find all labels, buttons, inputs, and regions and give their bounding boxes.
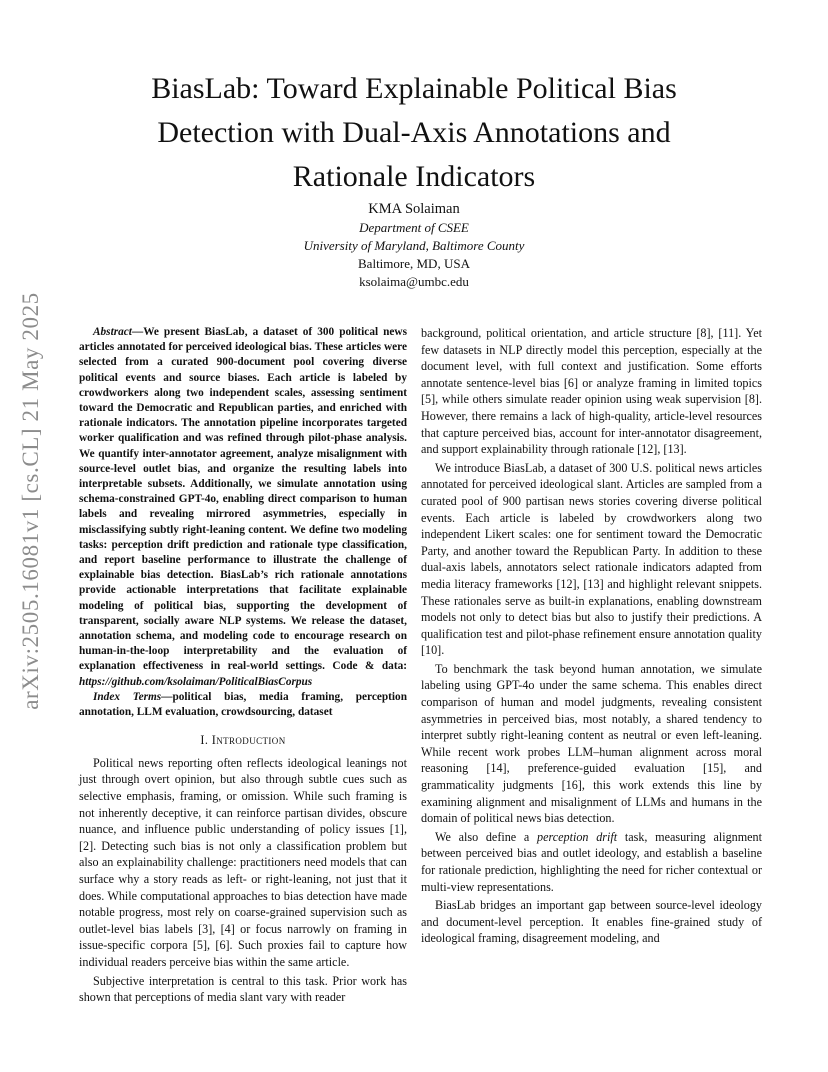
- author-university: University of Maryland, Baltimore County: [303, 238, 525, 253]
- emphasis-perception-drift: perception drift: [537, 829, 618, 844]
- index-terms: [79, 690, 407, 720]
- paragraph: BiasLab bridges an important gap between source-level ideology and document-level perception. It enables fine-grained study of ideological framing, disagreement modeling, and: [421, 898, 762, 946]
- author-block: [0, 200, 828, 291]
- arxiv-sidebar: [14, 292, 48, 710]
- author-location: Baltimore, MD, USA: [358, 256, 470, 271]
- right-column: [421, 325, 762, 949]
- code-label: Code & data:: [332, 660, 407, 673]
- text-span: We also define a: [435, 829, 538, 844]
- paragraph: Political news reporting often reflects ideological leanings not just through overt opinion, but also through subtle cues such as selective emphasis, framing, or omission. While such framing is not inherently deceptive, it can reinforce partisan divides, obscure nuance, and influence public understanding of policy issues [1], [2]. Detecting such bias is not only a classification problem but also an explainability challenge: practitioners need models that can surface why a story reads as left- or right-leaning, not just that it does. While computational approaches to bias detection have made notable progress, most rely on coarse-grained supervision such as outlet-level bias labels [3], [4] or focus narrowly on framing in issue-specific corpora [5], [6]. Such proxies fail to capture how individual readers perceive bias within the same article.: [79, 755, 407, 969]
- author-name: KMA Solaiman: [368, 201, 460, 217]
- index-terms-text: —political bias, media framing, perception annotation, LLM evaluation, crowdsourcing, dataset: [79, 690, 407, 719]
- arxiv-identifier: arXiv:2505.16081v1 [cs.CL] 21 May 2025: [18, 292, 43, 710]
- author-department: Department of CSEE: [359, 220, 469, 235]
- author-email: ksolaima@umbc.edu: [359, 274, 469, 289]
- paragraph-continuation: background, political orientation, and article structure [8], [11]. Yet few datasets in NLP directly model this perception, especially at the document level, with full context and justification. Some efforts annotate sentence-level bias [6] or analyze framing in limited topics [5], while others simulate reader opinion using weak supervision [8]. However, there remains a lack of high-quality, article-level resources that capture perceived bias, account for inter-annotator disagreement, and support explainability through rationale [12], [13].: [421, 326, 762, 457]
- paragraph: We introduce BiasLab, a dataset of 300 U.S. political news articles annotated for perceived ideological slant. Articles are sampled from a curated pool of 900 partisan news stories covering diverse political events. Each article is labeled by crowdworkers along two independent Likert scales: one for sentiment toward the Democratic Party, and another toward the Republican Party. In addition to these dual-axis labels, annotators select rationale indicators adapted from media literacy frameworks [12], [13] and highlight relevant snippets. These rationales serve as built-in explanations, enabling downstream models not only to detect bias but also to justify their predictions. A qualification test and pilot-phase refinement ensure annotation quality [10].: [421, 460, 762, 658]
- paper-title: [0, 67, 828, 199]
- abstract: [79, 325, 407, 690]
- paragraph: To benchmark the task beyond human annotation, we simulate labeling using GPT-4o under the same schema. This enables direct comparison of human and model judgments, revealing consistent asymmetries in perceived bias, most notably, a shared tendency to interpret subtly right-leaning content as neutral or even left-leaning. While recent work probes LLM–human alignment across moral reasoning [14], preference-guided evaluation [15], and grammaticality judgments [16], this work extends this line by examining alignment and misalignment of LLMs and humans in the domain of political news bias detection.: [421, 661, 762, 826]
- paragraph: [421, 829, 762, 895]
- abstract-label: Abstract: [93, 326, 132, 338]
- abstract-text: —We present BiasLab, a dataset of 300 political news articles annotated for perceived ideological bias. These articles were selected from a curated 900-document pool covering diverse political events and source biases. Each article is labeled by crowdworkers along two independent scales, assessing sentiment toward the Democratic and Republican parties, and enriched with rationale indicators. The annotation pipeline incorporates targeted worker qualification and was refined through pilot-phase analysis. We quantify inter-annotator agreement, analyze misalignment with source-level outlet bias, and organize the resulting labels into interpretable subsets. Additionally, we simulate annotation using schema-constrained GPT-4o, enabling direct comparison to human labels and revealing mirrored asymmetries, especially in misclassifying subtly right-leaning content. We define two modeling tasks: perception drift prediction and rationale type classification, and report baseline performance to illustrate the challenge of explainable bias detection. BiasLab’s rich rationale annotations provide actionable interpretations that facilitate explainable modeling of political bias, supporting the development of transparent, socially aware NLP systems. We release the dataset, annotation schema, and modeling code to encourage research on human-in-the-loop interpretability and the evaluation of explanation effectiveness in real-world settings.: [79, 326, 407, 673]
- title-line: BiasLab: Toward Explainable Political Bias: [151, 72, 677, 105]
- paragraph: Subjective interpretation is central to this task. Prior work has shown that perceptions of media slant vary with reader: [79, 973, 407, 1005]
- text-span: task, measuring alignment between perceived bias and outlet ideology, and establish a baseline for rationale prediction, highlighting the need for richer contextual or multi-view representations.: [421, 829, 763, 894]
- section-heading-introduction: I. Introduction: [200, 733, 286, 748]
- title-line: Rationale Indicators: [292, 160, 536, 193]
- code-url-link[interactable]: https://github.com/ksolaiman/PoliticalBiasCorpus: [79, 675, 313, 688]
- index-terms-label: Index Terms: [93, 690, 162, 703]
- title-line: Detection with Dual-Axis Annotations and: [157, 116, 671, 149]
- left-column: [79, 325, 407, 1008]
